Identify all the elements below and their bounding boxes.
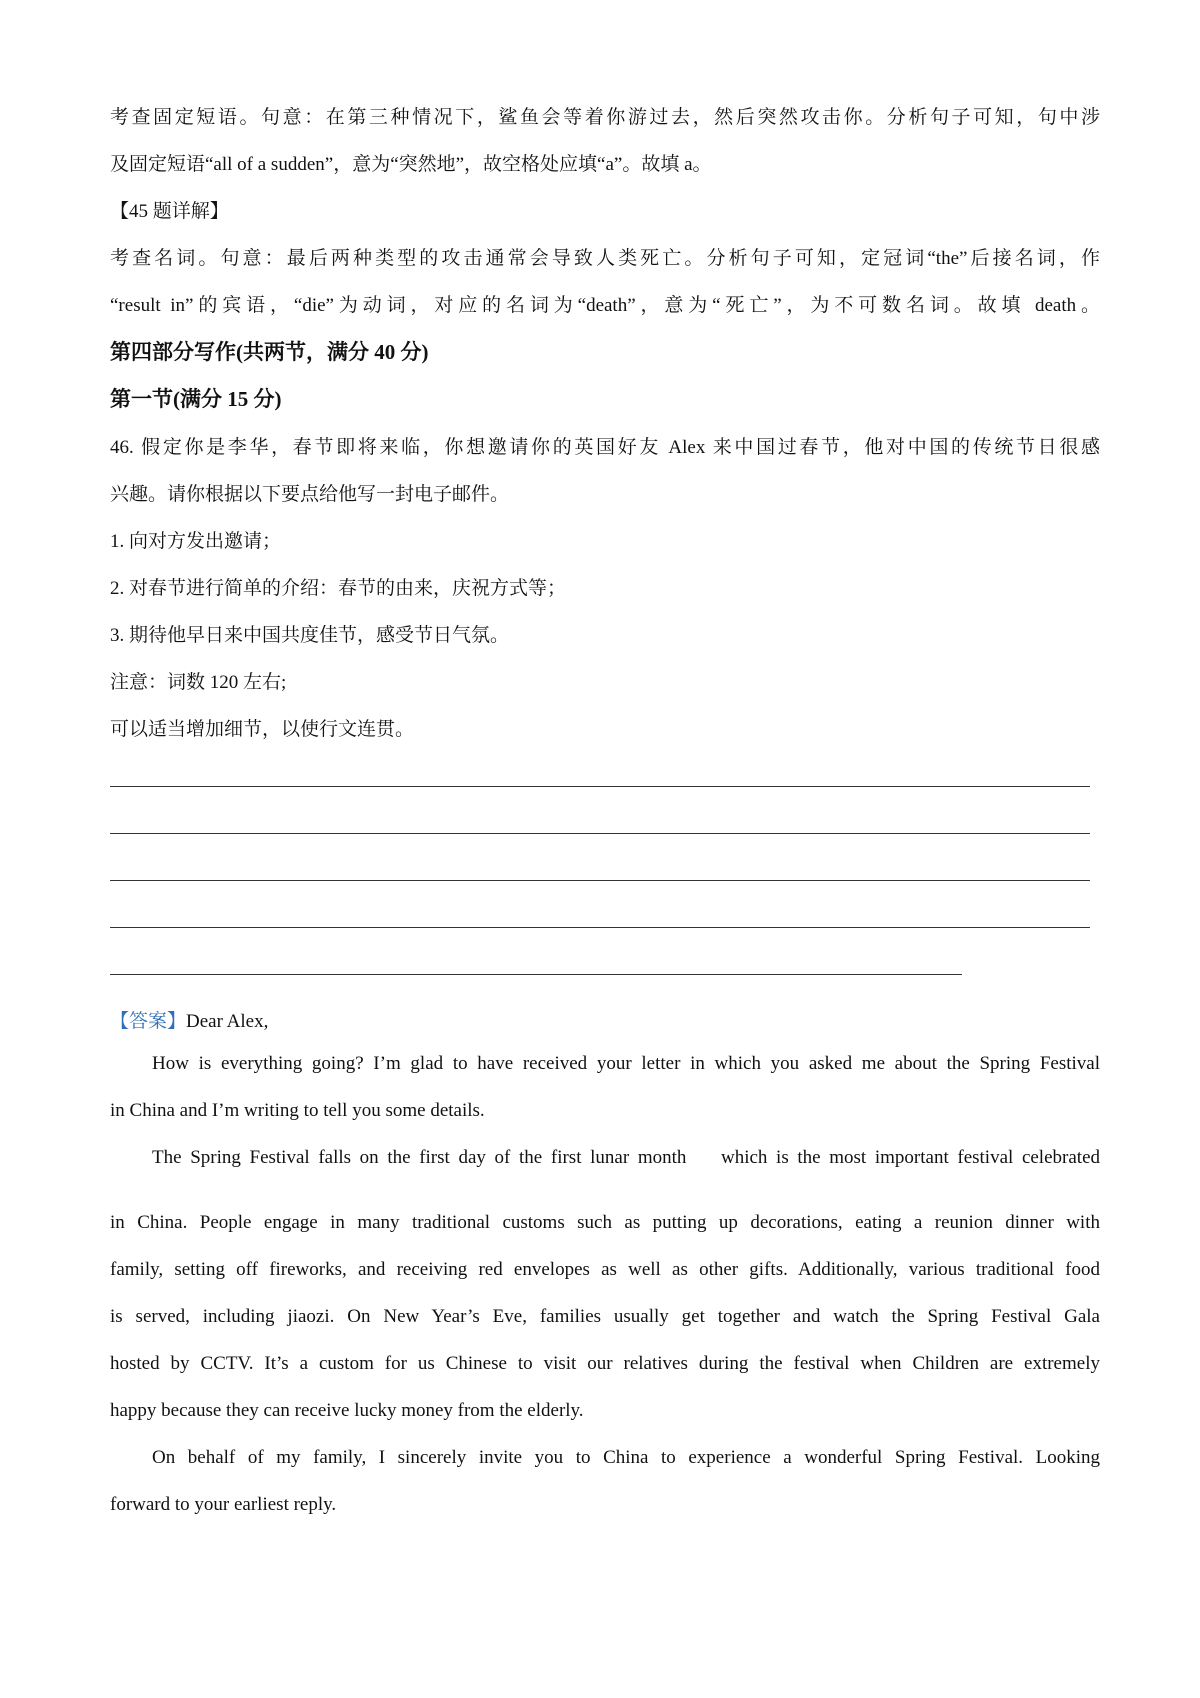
q44-explanation-line-2: 及固定短语“all of a sudden”，意为“突然地”，故空格处应填“a”。故填 a。	[110, 154, 712, 175]
q46-prompt-line-1: 46. 假定你是李华，春节即将来临，你想邀请你的英国好友 Alex 来中国过春节，他对中国的传统节日很感	[110, 437, 1100, 458]
q46-point-1: 1. 向对方发出邀请；	[110, 531, 282, 552]
answer-p2-line-4: is served, including jiaozi. On New Year’s Eve, families usually get together and watch the Spring Festival Gala	[110, 1306, 1100, 1327]
answer-p2-line-1: The Spring Festival falls on the first day of the first lunar month which is the most important festival celebrated	[152, 1147, 1100, 1168]
q46-note-word-count: 注意：词数 120 左右;	[110, 672, 287, 693]
answer-p1-line-2: in China and I’m writing to tell you some details.	[110, 1100, 485, 1121]
answer-p2-line-3: family, setting off fireworks, and receiving red envelopes as well as other gifts. Additionally, various traditional food	[110, 1259, 1100, 1280]
writing-line-1	[110, 786, 1090, 787]
writing-line-5	[110, 974, 962, 975]
answer-p3-line-2: forward to your earliest reply.	[110, 1494, 337, 1515]
answer-p1-line-1: How is everything going? I’m glad to have received your letter in which you asked me about the Spring Festival	[152, 1053, 1100, 1074]
q46-point-2: 2. 对春节进行简单的介绍：春节的由来，庆祝方式等；	[110, 578, 567, 599]
answer-tag: 【答案】	[110, 1011, 187, 1032]
section-sub-title: 第一节(满分 15 分)	[110, 387, 282, 411]
answer-p2-line-6: happy because they can receive lucky money from the elderly.	[110, 1400, 584, 1421]
answer-p3-line-1: On behalf of my family, I sincerely invite you to China to experience a wonderful Spring Festival. Looking	[152, 1447, 1100, 1468]
q45-explanation-line-2: “result in”的宾语，“die”为动词，对应的名词为“death”，意为“死亡”，为不可数名词。故填 death。	[110, 295, 1100, 316]
writing-line-2	[110, 833, 1090, 834]
answer-greeting-line	[110, 1006, 1100, 1033]
writing-line-3	[110, 880, 1090, 881]
q46-point-3: 3. 期待他早日来中国共度佳节，感受节日气氛。	[110, 625, 510, 646]
writing-line-4	[110, 927, 1090, 928]
q44-explanation-line-1: 考查固定短语。句意：在第三种情况下，鲨鱼会等着你游过去，然后突然攻击你。分析句子可知，句中涉	[110, 107, 1100, 128]
answer-p2-line-2: in China. People engage in many traditional customs such as putting up decorations, eating a reunion dinner with	[110, 1212, 1100, 1233]
section-part-title: 第四部分写作(共两节，满分 40 分)	[110, 340, 429, 364]
q46-prompt-line-2: 兴趣。请你根据以下要点给他写一封电子邮件。	[110, 484, 510, 505]
q46-note-details: 可以适当增加细节，以使行文连贯。	[110, 719, 415, 740]
answer-greeting: Dear Alex,	[186, 1011, 269, 1032]
q45-heading: 【45 题详解】	[110, 201, 229, 222]
q45-explanation-line-1: 考查名词。句意：最后两种类型的攻击通常会导致人类死亡。分析句子可知，定冠词“the”后接名词，作	[110, 248, 1100, 269]
answer-p2-line-5: hosted by CCTV. It’s a custom for us Chinese to visit our relatives during the festival when Children are extremely	[110, 1353, 1100, 1374]
